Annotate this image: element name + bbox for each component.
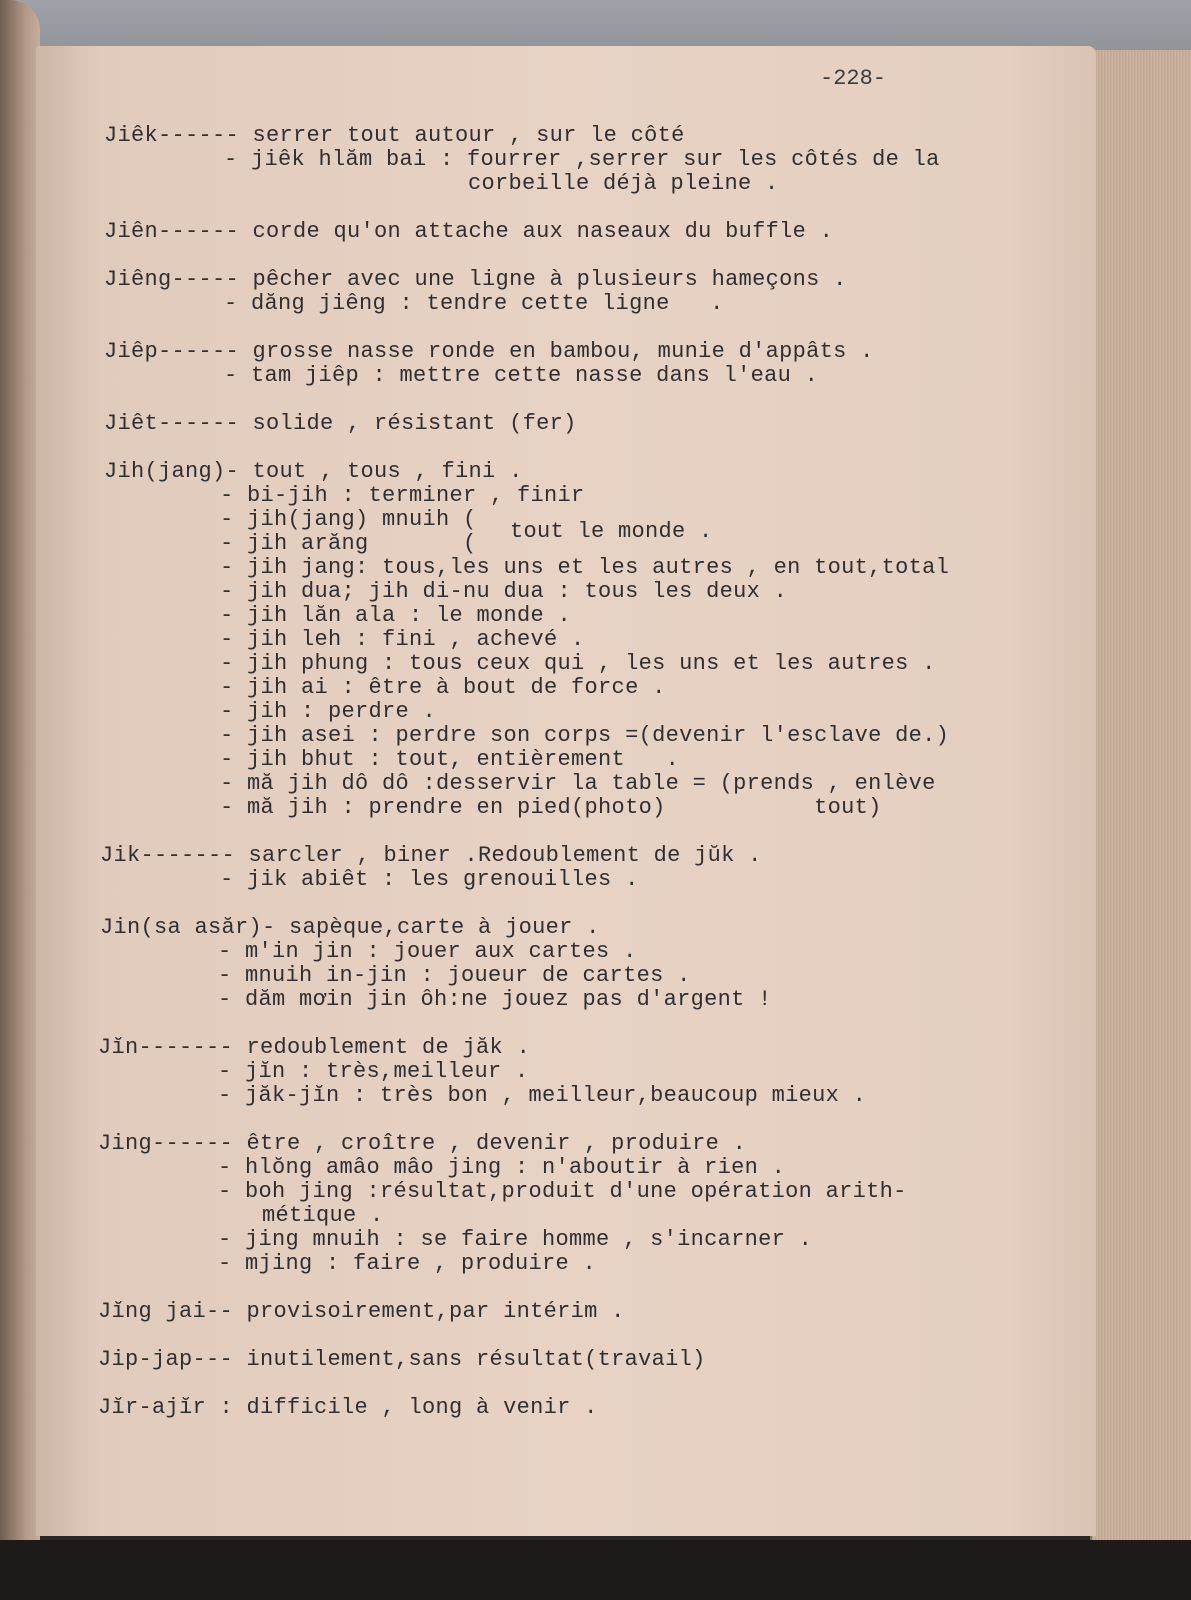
entry-line: Jĭn------- redoublement de jăk .: [98, 1035, 531, 1060]
entry-line: Jĭr-ajĭr : difficile , long à venir .: [98, 1395, 598, 1420]
entry-line: - jih phung : tous ceux qui , les uns et les autres .: [220, 651, 936, 676]
entry-line: - mjing : faire , produire .: [218, 1251, 597, 1276]
page-number: -228-: [820, 66, 887, 91]
entry-line: métique .: [262, 1203, 384, 1228]
entry-line: - boh jing :résultat,produit d'une opération arith-: [218, 1179, 907, 1204]
entry-line: - jik abiêt : les grenouilles .: [220, 867, 639, 892]
entry-line: - mă jih dô dô :desservir la table = (prends , enlève: [220, 771, 936, 796]
entry-line: - jih ai : être à bout de force .: [220, 675, 666, 700]
entry-line: Jip-jap--- inutilement,sans résultat(travail): [98, 1347, 706, 1372]
left-page-edge: [0, 0, 40, 1560]
entry-line: - jih asei : perdre son corps =(devenir l'esclave de.): [220, 723, 950, 748]
background-bottom: [0, 1540, 1191, 1600]
entry-line: Jĭng jai-- provisoirement,par intérim .: [98, 1299, 625, 1324]
entry-line: Jin(sa asăr)- sapèque,carte à jouer .: [100, 915, 600, 940]
entry-line: Jiêp------ grosse nasse ronde en bambou, munie d'appâts .: [104, 339, 874, 364]
entry-line: - jih leh : fini , achevé .: [220, 627, 585, 652]
entry-line: - dăm mơin jin ôh:ne jouez pas d'argent !: [218, 987, 772, 1012]
entry-line: - jing mnuih : se faire homme , s'incarner .: [218, 1227, 813, 1252]
entry-line: - jăk-jĭn : très bon , meilleur,beaucoup mieux .: [218, 1083, 867, 1108]
entry-line: - bi-jih : terminer , finir: [220, 483, 585, 508]
entry-line: - m'in jin : jouer aux cartes .: [218, 939, 637, 964]
entry-line: tout le monde .: [510, 519, 713, 544]
entry-line: Jiêng----- pêcher avec une ligne à plusieurs hameçons .: [104, 267, 847, 292]
entry-line: - jih dua; jih di-nu dua : tous les deux .: [220, 579, 788, 604]
entry-line: - jih jang: tous,les uns et les autres , en tout,total: [220, 555, 950, 580]
page-block-edge: [1090, 50, 1191, 1540]
entry-line: Jik------- sarcler , biner .Redoublement de jŭk .: [100, 843, 762, 868]
entry-line: - mnuih in-jin : joueur de cartes .: [218, 963, 691, 988]
entry-line: - mă jih : prendre en pied(photo) tout): [220, 795, 882, 820]
entry-line: - jiêk hlăm bai : fourrer ,serrer sur les côtés de la: [224, 147, 940, 172]
entry-line: - dăng jiêng : tendre cette ligne .: [224, 291, 724, 316]
entry-line: - jih arăng (: [220, 531, 477, 556]
entry-line: corbeille déjà pleine .: [468, 171, 779, 196]
entry-line: Jing------ être , croître , devenir , produire .: [98, 1131, 747, 1156]
entry-line: - hlŏng amâo mâo jing : n'aboutir à rien .: [218, 1155, 786, 1180]
entry-line: - jih bhut : tout, entièrement .: [220, 747, 680, 772]
entry-line: Jih(jang)- tout , tous , fini .: [104, 459, 523, 484]
entry-line: - jĭn : très,meilleur .: [218, 1059, 529, 1084]
entry-line: - jih lăn ala : le monde .: [220, 603, 572, 628]
entry-line: - jih : perdre .: [220, 699, 437, 724]
entry-line: - jih(jang) mnuih (: [220, 507, 477, 532]
entry-line: Jiêt------ solide , résistant (fer): [104, 411, 577, 436]
entry-line: - tam jiêp : mettre cette nasse dans l'eau .: [224, 363, 819, 388]
entry-line: Jiêk------ serrer tout autour , sur le côté: [104, 123, 685, 148]
entry-line: Jiên------ corde qu'on attache aux naseaux du buffle .: [104, 219, 834, 244]
